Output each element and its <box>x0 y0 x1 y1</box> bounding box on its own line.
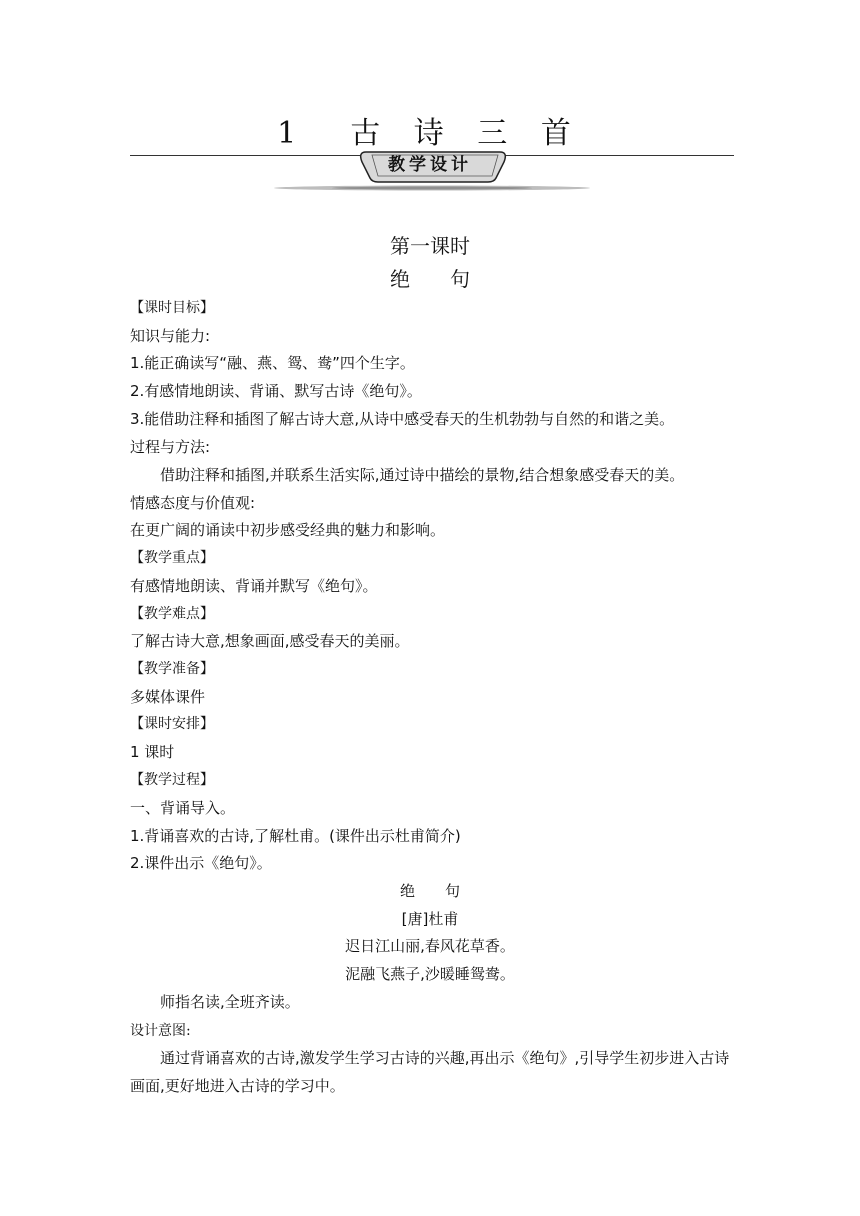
poem-line: 泥融飞燕子,沙暖睡鸳鸯。 <box>345 965 515 983</box>
text-line: 一、背诵导入。 <box>130 799 236 817</box>
text-line: 过程与方法: <box>130 438 211 456</box>
text-line: 有感情地朗读、背诵并默写《绝句》。 <box>130 577 378 595</box>
design-intent-heading: 设计意图: <box>130 1023 191 1039</box>
poem-heading: 绝 句 <box>390 267 470 291</box>
text-line: 画面,更好地进入古诗的学习中。 <box>130 1077 345 1095</box>
section-heading-preparation: 【教学准备】 <box>130 661 214 677</box>
poem-line: 迟日江山丽,春风花草香。 <box>345 937 515 955</box>
section-heading-key-points: 【教学重点】 <box>130 550 214 566</box>
section-heading-schedule: 【课时安排】 <box>130 716 214 732</box>
section-heading-process: 【教学过程】 <box>130 772 214 788</box>
text-line: 师指名读,全班齐读。 <box>160 993 300 1011</box>
text-line: 1.背诵喜欢的古诗,了解杜甫。(课件出示杜甫简介) <box>130 827 461 845</box>
text-line: 了解古诗大意,想象画面,感受春天的美丽。 <box>130 632 410 650</box>
text-line: 1 课时 <box>130 743 175 761</box>
poem-title: 绝 句 <box>399 882 460 900</box>
text-line: 借助注释和插图,并联系生活实际,通过诗中描绘的景物,结合想象感受春天的美。 <box>160 466 685 484</box>
section-heading-difficulties: 【教学难点】 <box>130 606 214 622</box>
banner-label: 教学设计 <box>388 155 472 175</box>
text-line: 多媒体课件 <box>130 688 206 706</box>
text-line: 通过背诵喜欢的古诗,激发学生学习古诗的兴趣,再出示《绝句》,引导学生初步进入古诗 <box>160 1049 730 1067</box>
text-line: 2.有感情地朗读、背诵、默写古诗《绝句》。 <box>130 382 422 400</box>
text-line: 知识与能力: <box>130 327 211 345</box>
text-line: 情感态度与价值观: <box>130 494 256 512</box>
section-heading-objectives: 【课时目标】 <box>130 300 214 316</box>
lesson-period: 第一课时 <box>390 234 470 258</box>
text-line: 1.能正确读写“融、燕、鸳、鸯”四个生字。 <box>130 354 415 372</box>
page-title: 1 古 诗 三 首 <box>277 116 583 151</box>
poem-author: [唐]杜甫 <box>401 910 459 928</box>
text-line: 3.能借助注释和插图了解古诗大意,从诗中感受春天的生机勃勃与自然的和谐之美。 <box>130 410 675 428</box>
text-line: 在更广阔的诵读中初步感受经典的魅力和影响。 <box>130 521 446 539</box>
text-line: 2.课件出示《绝句》。 <box>130 854 272 872</box>
